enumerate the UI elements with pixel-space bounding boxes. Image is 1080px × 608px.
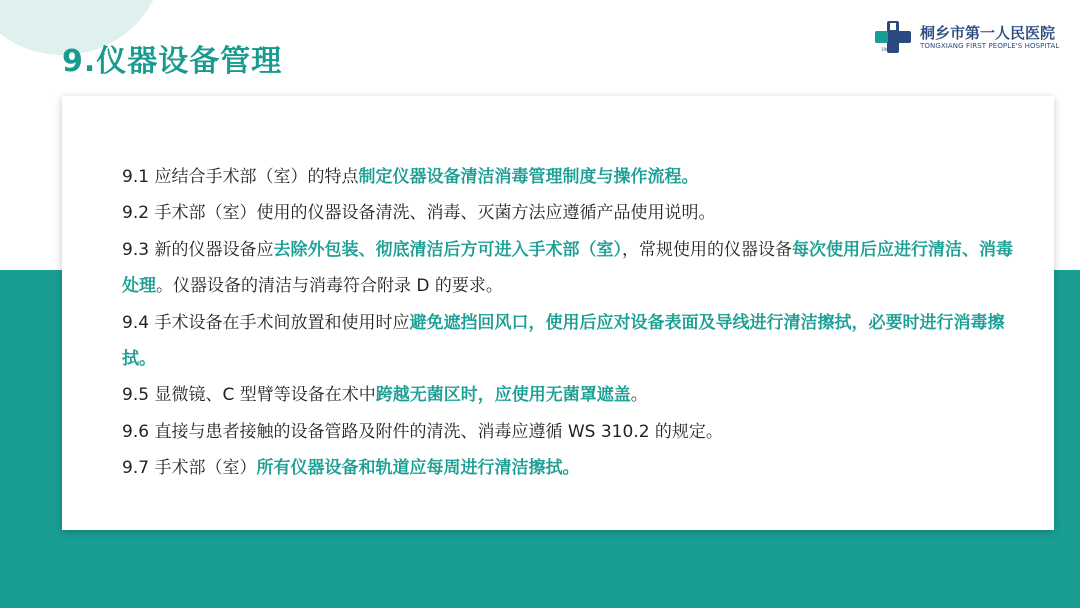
svg-text:1902: 1902 — [881, 47, 892, 52]
slide-title: 9.仪器设备管理 — [62, 44, 283, 79]
list-item: 9.4 手术设备在手术间放置和使用时应避免遮挡回风口，使用后应对设备表面及导线进行清洁擦拭，必要时进行消毒擦拭。 — [122, 312, 1005, 370]
list-item: 9.7 手术部（室）所有仪器设备和轨道应每周进行清洁擦拭。 — [122, 458, 580, 479]
list-item: 9.5 显微镜、C 型臂等设备在术中跨越无菌区时，应使用无菌罩遮盖。 — [122, 385, 648, 406]
list-item: 9.2 手术部（室）使用的仪器设备清洗、消毒、灭菌方法应遵循产品使用说明。 — [122, 203, 716, 224]
hospital-name-cn: 桐乡市第一人民医院 — [920, 24, 1056, 42]
hospital-cross-icon — [873, 20, 913, 54]
list-item: 9.1 应结合手术部（室）的特点制定仪器设备清洁消毒管理制度与操作流程。 — [122, 167, 699, 187]
hospital-logo — [873, 20, 1068, 54]
content-card — [62, 96, 1054, 530]
list-item: 9.3 新的仪器设备应去除外包装、彻底清洁后方可进入手术部（室），常规使用的仪器设备每次使用后应进行清洁、消毒处理。仪器设备的清洁与消毒符合附录 D 的要求。 — [122, 239, 1013, 297]
requirements-list — [122, 159, 1022, 487]
hospital-name-en: TONGXIANG FIRST PEOPLE'S HOSPITAL — [920, 42, 1060, 50]
list-item: 9.6 直接与患者接触的设备管路及附件的清洗、消毒应遵循 WS 310.2 的规定。 — [122, 421, 723, 442]
